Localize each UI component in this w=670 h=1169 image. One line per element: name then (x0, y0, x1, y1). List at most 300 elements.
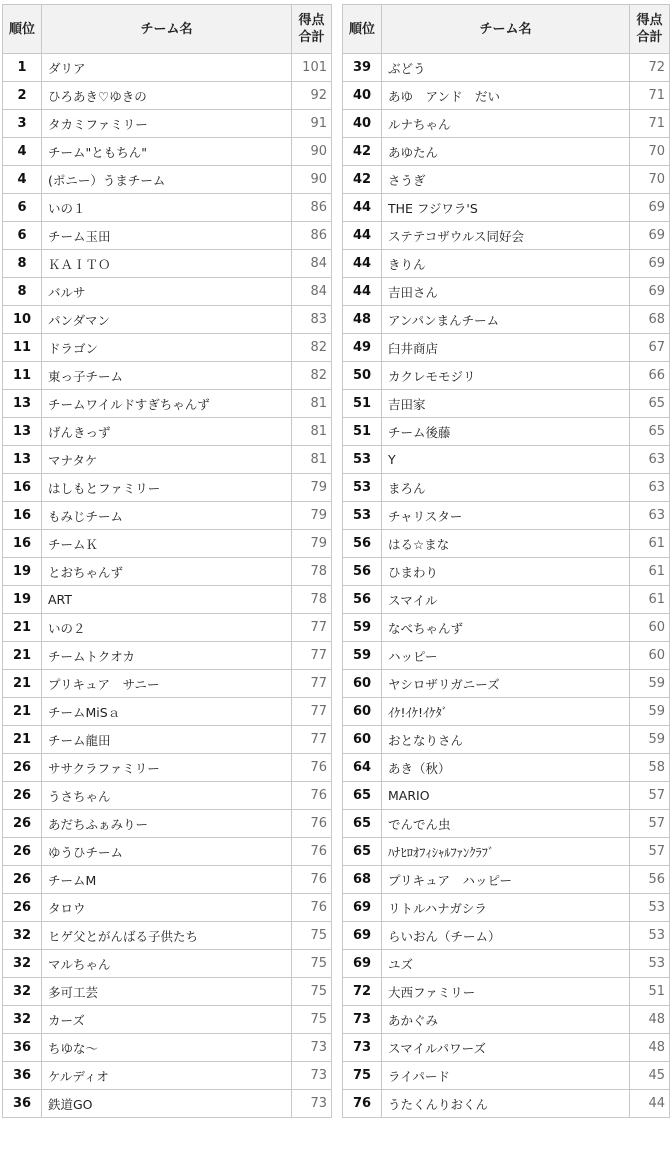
table-row (3, 82, 332, 110)
score-cell: 73 (292, 1062, 332, 1090)
rank-cell: 26 (3, 754, 42, 782)
team-name-cell: Y (382, 446, 630, 474)
score-cell: 69 (630, 222, 670, 250)
rank-cell: 3 (3, 110, 42, 138)
score-header-line2: 合計 (636, 30, 663, 45)
team-name-cell: 多可工芸 (42, 978, 292, 1006)
rank-cell: 72 (343, 978, 382, 1006)
rank-cell: 26 (3, 838, 42, 866)
table-row (343, 250, 670, 278)
rank-cell: 32 (3, 1006, 42, 1034)
table-row (3, 1006, 332, 1034)
score-cell: 59 (630, 670, 670, 698)
rank-cell: 48 (343, 306, 382, 334)
rank-cell: 11 (3, 362, 42, 390)
score-cell: 76 (292, 810, 332, 838)
score-cell: 76 (292, 866, 332, 894)
rank-cell: 1 (3, 54, 42, 82)
team-name-cell: ササクラファミリー (42, 754, 292, 782)
score-cell: 57 (630, 838, 670, 866)
score-cell: 84 (292, 250, 332, 278)
table-header-row (3, 5, 332, 54)
ranking-table-right (342, 4, 670, 1118)
team-name-cell: いの１ (42, 194, 292, 222)
score-header-line1: 得点 (636, 13, 663, 28)
rank-cell: 44 (343, 278, 382, 306)
table-row (3, 810, 332, 838)
rank-cell: 6 (3, 222, 42, 250)
rank-cell: 51 (343, 418, 382, 446)
score-cell: 69 (630, 250, 670, 278)
team-name-cell: ひろあき♡ゆきの (42, 82, 292, 110)
table-row (343, 698, 670, 726)
score-cell: 53 (630, 894, 670, 922)
rank-cell: 19 (3, 558, 42, 586)
rank-cell: 32 (3, 922, 42, 950)
score-cell: 53 (630, 950, 670, 978)
team-name-cell: ＫＡＩＴＯ (42, 250, 292, 278)
team-name-cell: ﾊﾅﾋﾛｵﾌｨｼｬﾙﾌｧﾝｸﾗﾌﾞ (382, 838, 630, 866)
score-cell: 76 (292, 838, 332, 866)
rank-cell: 53 (343, 474, 382, 502)
team-name-cell: 鉄道GO (42, 1090, 292, 1118)
team-name-cell: なべちゃんず (382, 614, 630, 642)
rank-cell: 8 (3, 278, 42, 306)
table-row (343, 866, 670, 894)
table-row (343, 530, 670, 558)
rank-cell: 16 (3, 530, 42, 558)
score-cell: 81 (292, 390, 332, 418)
rank-cell: 42 (343, 166, 382, 194)
rank-cell: 68 (343, 866, 382, 894)
rank-cell: 4 (3, 166, 42, 194)
table-row (3, 1034, 332, 1062)
rank-cell: 60 (343, 698, 382, 726)
score-header (292, 5, 332, 54)
table-row (343, 446, 670, 474)
team-name-cell: チーム"ともちん" (42, 138, 292, 166)
score-cell: 77 (292, 726, 332, 754)
table-row (343, 978, 670, 1006)
table-row (343, 614, 670, 642)
table-row (343, 950, 670, 978)
rank-cell: 65 (343, 782, 382, 810)
table-row (343, 222, 670, 250)
rank-cell: 40 (343, 110, 382, 138)
score-cell: 70 (630, 166, 670, 194)
table-row (3, 446, 332, 474)
table-row (3, 558, 332, 586)
team-name-cell: とおちゃんず (42, 558, 292, 586)
score-header-line2: 合計 (298, 30, 325, 45)
team-name-cell: アンパンまんチーム (382, 306, 630, 334)
score-cell: 67 (630, 334, 670, 362)
rank-cell: 36 (3, 1062, 42, 1090)
table-row (3, 754, 332, 782)
table-row (3, 894, 332, 922)
team-name-cell: ぶどう (382, 54, 630, 82)
table-row (3, 670, 332, 698)
rank-cell: 36 (3, 1034, 42, 1062)
score-cell: 56 (630, 866, 670, 894)
table-row (343, 1090, 670, 1118)
table-row (3, 866, 332, 894)
rank-cell: 56 (343, 558, 382, 586)
table-row (3, 614, 332, 642)
score-cell: 76 (292, 782, 332, 810)
rank-cell: 13 (3, 390, 42, 418)
team-name-cell: さうぎ (382, 166, 630, 194)
table-row (3, 250, 332, 278)
team-name-cell: タカミファミリー (42, 110, 292, 138)
rank-cell: 64 (343, 754, 382, 782)
rank-cell: 4 (3, 138, 42, 166)
rank-cell: 16 (3, 474, 42, 502)
rank-cell: 13 (3, 446, 42, 474)
table-row (3, 726, 332, 754)
rank-cell: 13 (3, 418, 42, 446)
rank-cell: 26 (3, 894, 42, 922)
score-cell: 76 (292, 754, 332, 782)
score-cell: 60 (630, 614, 670, 642)
team-name-cell: (ポニー）うまチーム (42, 166, 292, 194)
team-name-cell: カーズ (42, 1006, 292, 1034)
table-row (3, 502, 332, 530)
score-cell: 83 (292, 306, 332, 334)
team-name-cell: チーム龍田 (42, 726, 292, 754)
team-name-cell: ちゆな〜 (42, 1034, 292, 1062)
rank-cell: 6 (3, 194, 42, 222)
rank-cell: 39 (343, 54, 382, 82)
score-cell: 58 (630, 754, 670, 782)
ranking-rows-left (3, 54, 332, 1118)
team-name-header: チーム名 (382, 5, 630, 54)
score-header (630, 5, 670, 54)
table-row (343, 1006, 670, 1034)
score-cell: 61 (630, 558, 670, 586)
score-cell: 57 (630, 782, 670, 810)
rank-cell: 65 (343, 810, 382, 838)
score-cell: 63 (630, 446, 670, 474)
rank-cell: 73 (343, 1006, 382, 1034)
rank-cell: 26 (3, 810, 42, 838)
score-cell: 90 (292, 166, 332, 194)
rank-cell: 42 (343, 138, 382, 166)
table-row (343, 586, 670, 614)
table-row (343, 362, 670, 390)
rank-cell: 32 (3, 950, 42, 978)
score-cell: 71 (630, 110, 670, 138)
team-name-cell: チームMiSａ (42, 698, 292, 726)
rank-cell: 32 (3, 978, 42, 1006)
score-cell: 77 (292, 642, 332, 670)
team-name-cell: 吉田さん (382, 278, 630, 306)
rank-cell: 53 (343, 502, 382, 530)
team-name-cell: ダリア (42, 54, 292, 82)
score-cell: 63 (630, 502, 670, 530)
rank-cell: 50 (343, 362, 382, 390)
table-row (3, 698, 332, 726)
rank-cell: 36 (3, 1090, 42, 1118)
rank-cell: 56 (343, 586, 382, 614)
rank-cell: 59 (343, 614, 382, 642)
rank-header: 順位 (343, 5, 382, 54)
table-row (343, 82, 670, 110)
score-cell: 90 (292, 138, 332, 166)
score-cell: 72 (630, 54, 670, 82)
rank-cell: 16 (3, 502, 42, 530)
table-row (3, 782, 332, 810)
table-row (343, 278, 670, 306)
score-header-line1: 得点 (298, 13, 325, 28)
score-cell: 75 (292, 922, 332, 950)
table-row (3, 222, 332, 250)
score-cell: 75 (292, 978, 332, 1006)
score-cell: 70 (630, 138, 670, 166)
table-row (343, 642, 670, 670)
team-name-cell: ヤシロザリガニーズ (382, 670, 630, 698)
rank-cell: 69 (343, 950, 382, 978)
team-name-cell: ハッピー (382, 642, 630, 670)
table-row (3, 278, 332, 306)
team-name-cell: チャリスター (382, 502, 630, 530)
table-row (343, 894, 670, 922)
table-row (343, 194, 670, 222)
team-name-cell: きりん (382, 250, 630, 278)
score-cell: 48 (630, 1006, 670, 1034)
table-row (3, 1062, 332, 1090)
rank-cell: 21 (3, 642, 42, 670)
score-cell: 81 (292, 418, 332, 446)
rank-cell: 10 (3, 306, 42, 334)
rank-cell: 76 (343, 1090, 382, 1118)
team-name-cell: あゆ アンド だい (382, 82, 630, 110)
rank-cell: 26 (3, 866, 42, 894)
score-cell: 68 (630, 306, 670, 334)
rank-cell: 60 (343, 726, 382, 754)
team-name-cell: チーム玉田 (42, 222, 292, 250)
score-cell: 84 (292, 278, 332, 306)
team-name-cell: らいおん（チーム） (382, 922, 630, 950)
table-row (3, 474, 332, 502)
table-row (3, 1090, 332, 1118)
team-name-cell: うたくんりおくん (382, 1090, 630, 1118)
score-cell: 92 (292, 82, 332, 110)
team-name-cell: バルサ (42, 278, 292, 306)
score-cell: 91 (292, 110, 332, 138)
team-name-cell: あゆたん (382, 138, 630, 166)
table-row (343, 670, 670, 698)
team-name-cell: カクレモモジリ (382, 362, 630, 390)
table-row (343, 502, 670, 530)
team-name-cell: マナタケ (42, 446, 292, 474)
rank-cell: 56 (343, 530, 382, 558)
rank-cell: 44 (343, 250, 382, 278)
table-row (3, 642, 332, 670)
score-cell: 76 (292, 894, 332, 922)
team-name-cell: マルちゃん (42, 950, 292, 978)
rank-cell: 40 (343, 82, 382, 110)
team-name-cell: プリキュア サニー (42, 670, 292, 698)
score-cell: 79 (292, 474, 332, 502)
team-name-cell: チームワイルドすぎちゃんず (42, 390, 292, 418)
table-row (343, 838, 670, 866)
team-name-cell: もみじチーム (42, 502, 292, 530)
table-row (343, 110, 670, 138)
team-name-cell: まろん (382, 474, 630, 502)
score-cell: 65 (630, 390, 670, 418)
score-cell: 101 (292, 54, 332, 82)
team-name-cell: ヒゲ父とがんばる子供たち (42, 922, 292, 950)
score-cell: 69 (630, 194, 670, 222)
table-row (343, 782, 670, 810)
rank-cell: 59 (343, 642, 382, 670)
team-name-cell: はる☆まな (382, 530, 630, 558)
table-row (343, 474, 670, 502)
rank-cell: 2 (3, 82, 42, 110)
team-name-cell: ドラゴン (42, 334, 292, 362)
table-row (3, 166, 332, 194)
team-name-cell: 吉田家 (382, 390, 630, 418)
table-row (3, 362, 332, 390)
team-name-cell: チームM (42, 866, 292, 894)
table-row (3, 838, 332, 866)
rank-cell: 21 (3, 670, 42, 698)
table-row (3, 306, 332, 334)
score-cell: 63 (630, 474, 670, 502)
table-row (343, 166, 670, 194)
rank-cell: 53 (343, 446, 382, 474)
table-header-row (343, 5, 670, 54)
rank-cell: 60 (343, 670, 382, 698)
team-name-cell: スマイル (382, 586, 630, 614)
rank-cell: 26 (3, 782, 42, 810)
rank-cell: 21 (3, 726, 42, 754)
score-cell: 61 (630, 530, 670, 558)
score-cell: 53 (630, 922, 670, 950)
team-name-header: チーム名 (42, 5, 292, 54)
score-cell: 60 (630, 642, 670, 670)
score-cell: 45 (630, 1062, 670, 1090)
score-cell: 57 (630, 810, 670, 838)
team-name-cell: プリキュア ハッピー (382, 866, 630, 894)
team-name-cell: はしもとファミリー (42, 474, 292, 502)
rank-cell: 65 (343, 838, 382, 866)
score-cell: 59 (630, 698, 670, 726)
team-name-cell: 東っ子チーム (42, 362, 292, 390)
ranking-rows-right (343, 54, 670, 1118)
score-cell: 48 (630, 1034, 670, 1062)
score-cell: 79 (292, 530, 332, 558)
table-row (343, 390, 670, 418)
table-row (343, 558, 670, 586)
score-cell: 51 (630, 978, 670, 1006)
team-name-cell: ART (42, 586, 292, 614)
rank-cell: 44 (343, 194, 382, 222)
team-name-cell: チーム後藤 (382, 418, 630, 446)
team-name-cell: スマイルパワーズ (382, 1034, 630, 1062)
score-cell: 61 (630, 586, 670, 614)
rank-cell: 49 (343, 334, 382, 362)
score-cell: 77 (292, 670, 332, 698)
score-cell: 75 (292, 1006, 332, 1034)
rank-header: 順位 (3, 5, 42, 54)
score-cell: 81 (292, 446, 332, 474)
team-name-cell: パンダマン (42, 306, 292, 334)
team-name-cell: ライパード (382, 1062, 630, 1090)
team-name-cell: あだちふぁみりー (42, 810, 292, 838)
rank-cell: 69 (343, 922, 382, 950)
table-row (343, 138, 670, 166)
table-row (343, 306, 670, 334)
team-name-cell: おとなりさん (382, 726, 630, 754)
score-cell: 77 (292, 614, 332, 642)
table-row (3, 418, 332, 446)
team-name-cell: ゆうひチーム (42, 838, 292, 866)
table-row (3, 922, 332, 950)
team-name-cell: ｲｹ!ｲｹ!ｲｹﾀﾞ (382, 698, 630, 726)
score-cell: 44 (630, 1090, 670, 1118)
rank-cell: 51 (343, 390, 382, 418)
score-cell: 79 (292, 502, 332, 530)
team-name-cell: でんでん虫 (382, 810, 630, 838)
rank-cell: 44 (343, 222, 382, 250)
team-name-cell: 臼井商店 (382, 334, 630, 362)
team-name-cell: あき（秋） (382, 754, 630, 782)
team-name-cell: リトルハナガシラ (382, 894, 630, 922)
team-name-cell: THE フジワラ'S (382, 194, 630, 222)
rank-cell: 19 (3, 586, 42, 614)
score-cell: 66 (630, 362, 670, 390)
table-row (3, 334, 332, 362)
team-name-cell: ルナちゃん (382, 110, 630, 138)
score-cell: 77 (292, 698, 332, 726)
team-name-cell: うさちゃん (42, 782, 292, 810)
score-cell: 73 (292, 1090, 332, 1118)
team-name-cell: チームトクオカ (42, 642, 292, 670)
team-name-cell: げんきっず (42, 418, 292, 446)
table-row (343, 1034, 670, 1062)
table-row (3, 530, 332, 558)
score-cell: 82 (292, 334, 332, 362)
score-cell: 82 (292, 362, 332, 390)
team-name-cell: ケルディオ (42, 1062, 292, 1090)
team-name-cell: あかぐみ (382, 1006, 630, 1034)
team-name-cell: ユズ (382, 950, 630, 978)
ranking-table-left (2, 4, 332, 1118)
rank-cell: 11 (3, 334, 42, 362)
score-cell: 69 (630, 278, 670, 306)
table-row (3, 194, 332, 222)
rank-cell: 75 (343, 1062, 382, 1090)
score-cell: 78 (292, 586, 332, 614)
table-row (343, 334, 670, 362)
rank-cell: 21 (3, 698, 42, 726)
team-name-cell: チームＫ (42, 530, 292, 558)
score-cell: 59 (630, 726, 670, 754)
table-row (343, 418, 670, 446)
score-cell: 86 (292, 222, 332, 250)
score-cell: 73 (292, 1034, 332, 1062)
score-cell: 75 (292, 950, 332, 978)
score-cell: 86 (292, 194, 332, 222)
team-name-cell: 大西ファミリー (382, 978, 630, 1006)
team-name-cell: タロウ (42, 894, 292, 922)
table-row (3, 586, 332, 614)
rank-cell: 73 (343, 1034, 382, 1062)
table-row (343, 922, 670, 950)
table-row (3, 950, 332, 978)
